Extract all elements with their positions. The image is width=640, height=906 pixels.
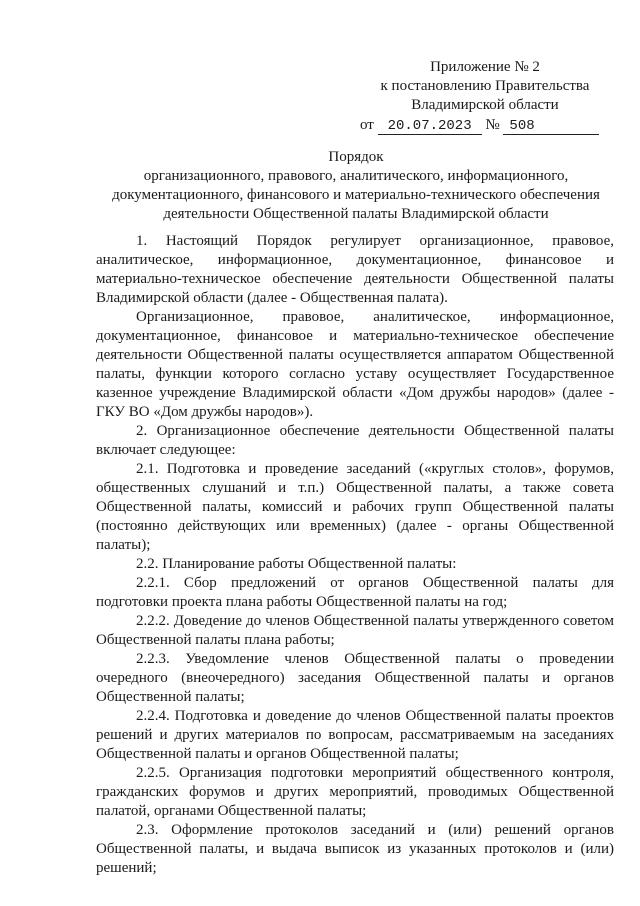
paragraph: 1. Настоящий Порядок регулирует организационное, правовое, аналитическое, информационное, документационное, финансовое и материально-техническое обеспечение деятельности Общественной палаты Владимирской области (далее - Общественная палата). [96,233,614,306]
appendix-header [360,58,610,135]
paragraph: 2. Организационное обеспечение деятельности Общественной палаты включает следующее: [96,423,614,458]
appendix-label: Приложение № 2 [430,59,540,75]
title-line-1: организационного, правового, аналитического, информационного, [143,168,569,184]
paragraph: 2.2.4. Подготовка и доведение до членов Общественной палаты проектов решений и других материалов по вопросам, рассматриваемым на заседаниях Общественной палаты и органов Общественной палаты; [96,708,614,762]
document-body [96,232,614,878]
paragraph: 2.2. Планирование работы Общественной палаты: [136,556,457,572]
paragraph: 2.3. Оформление протоколов заседаний и (или) решений органов Общественной палаты, и выдача выписок из указанных протоколов и (или) решений; [96,822,614,876]
title-heading: Порядок [328,149,384,165]
title-line-2: документационного, финансового и материально-технического обеспечения [112,187,600,203]
document-title [96,148,616,224]
paragraph: 2.2.3. Уведомление членов Общественной палаты о проведении очередного (внеочередного) заседания Общественной палаты и органов Общественной палаты; [96,651,614,705]
date-value: 20.07.2023 [378,118,482,135]
date-number-line [360,116,610,135]
paragraph: 2.2.2. Доведение до членов Общественной палаты утвержденного советом Общественной палаты плана работы; [96,613,614,648]
title-line-3: деятельности Общественной палаты Владимирской области [163,206,549,222]
paragraph: 2.1. Подготовка и проведение заседаний («круглых столов», форумов, общественных слушаний и т.п.) Общественной палаты, а также совета Общественной палаты, комиссий и рабочих групп Общественной палаты (постоянно действующих или временных) (далее - органы Общественной палаты); [96,461,614,553]
paragraph: 2.2.5. Организация подготовки мероприятий общественного контроля, гражданских форумов и других мероприятий, проводимых Общественной палатой, органами Общественной палаты; [96,765,614,819]
paragraph: 2.2.1. Сбор предложений от органов Общественной палаты для подготовки проекта плана работы Общественной палаты на год; [96,575,614,610]
resolution-line: к постановлению Правительства [380,78,590,94]
number-value: 508 [503,118,599,135]
date-prefix: от [360,117,374,133]
paragraph: Организационное, правовое, аналитическое, информационное, документационное, финансовое и материально-техническое обеспечение деятельности Общественной палаты осуществляется аппаратом Общественной палаты, функции которого согласно уставу осуществляет Государственное казенное учреждение Владимирской области «Дом дружбы народов» (далее - ГКУ ВО «Дом дружбы народов»). [96,309,614,420]
number-prefix: № [485,117,500,133]
region-line: Владимирской области [411,97,559,113]
